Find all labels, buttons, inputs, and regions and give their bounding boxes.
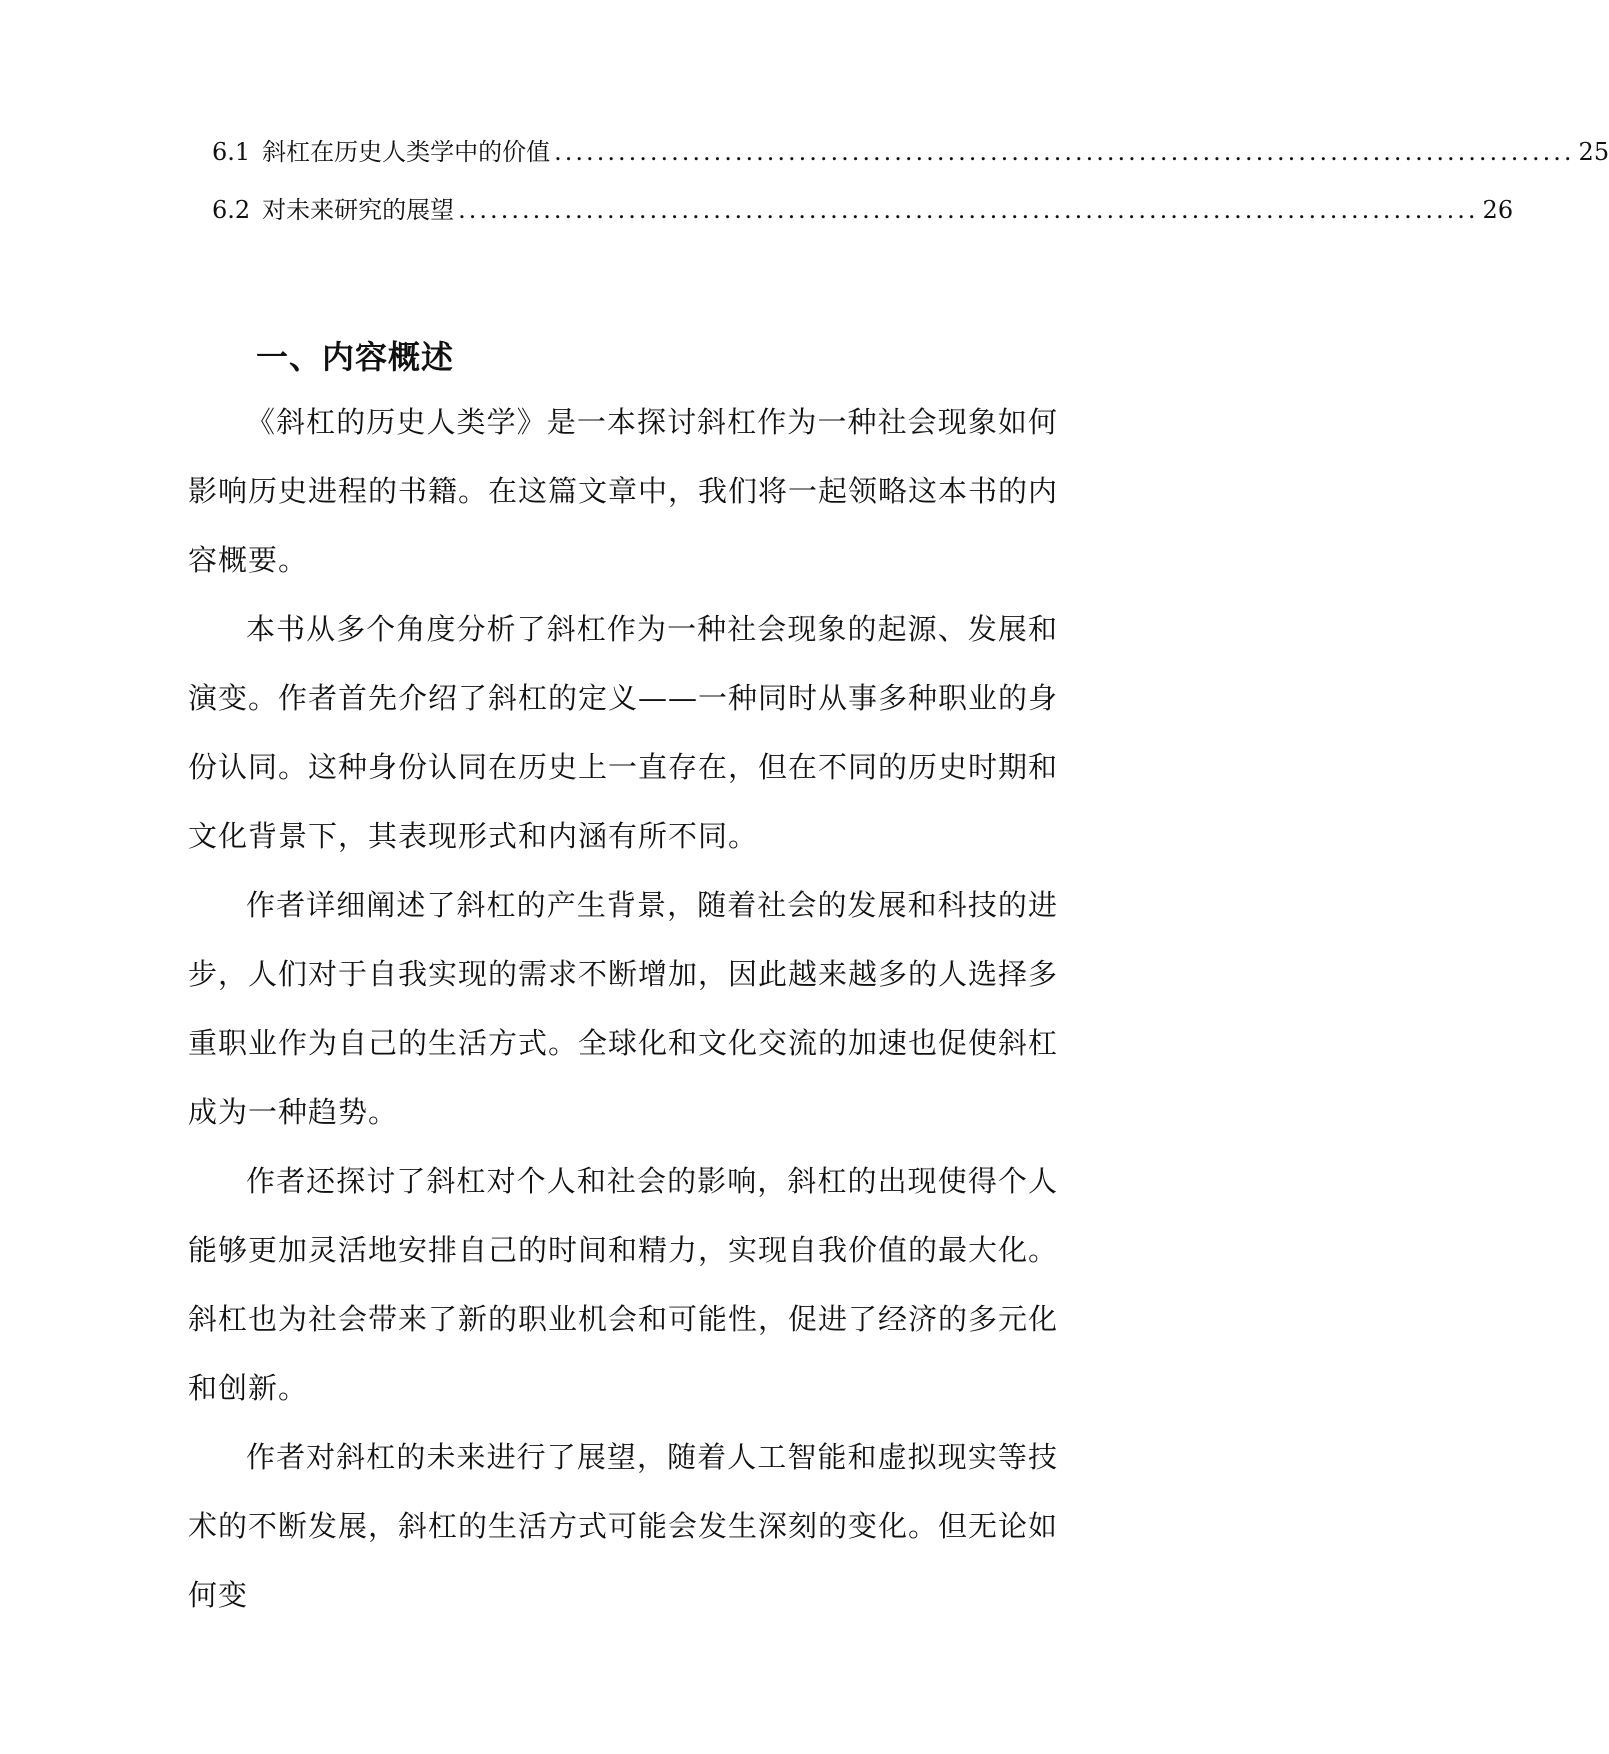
toc-leader-dots: ................................................................................................ (458, 196, 1479, 224)
paragraph: 《斜杠的历史人类学》是一本探讨斜杠作为一种社会现象如何影响历史进程的书籍。在这篇文章中，我们将一起领略这本书的内容概要。 (188, 405, 1059, 577)
paragraph: 作者对斜杠的未来进行了展望，随着人工智能和虚拟现实等技术的不断发展，斜杠的生活方式可能会发生深刻的变化。但无论如何变 (188, 1440, 1059, 1612)
body-text (188, 388, 1058, 1630)
toc-entry-number: 6.2 (212, 196, 251, 224)
toc-entry[interactable] (212, 132, 1609, 172)
section-heading: 一、内容概述 (256, 338, 455, 377)
toc-entry-page: 26 (1482, 196, 1514, 224)
paragraph: 作者还探讨了斜杠对个人和社会的影响，斜杠的出现使得个人能够更加灵活地安排自己的时间和精力，实现自我价值的最大化。斜杠也为社会带来了新的职业机会和可能性，促进了经济的多元化和创新。 (188, 1164, 1059, 1405)
toc-entry-title: 斜杠在历史人类学中的价值 (262, 138, 551, 166)
toc-entry[interactable] (212, 190, 1514, 230)
toc-leader-dots: ................................................................................................ (554, 138, 1575, 166)
paragraph: 本书从多个角度分析了斜杠作为一种社会现象的起源、发展和演变。作者首先介绍了斜杠的定义——一种同时从事多种职业的身份认同。这种身份认同在历史上一直存在，但在不同的历史时期和文化背景下，其表现形式和内涵有所不同。 (188, 612, 1059, 853)
toc-entry-number: 6.1 (212, 138, 251, 166)
paragraph: 作者详细阐述了斜杠的产生背景，随着社会的发展和科技的进步，人们对于自我实现的需求不断增加，因此越来越多的人选择多重职业作为自己的生活方式。全球化和文化交流的加速也促使斜杠成为一种趋势。 (188, 888, 1059, 1129)
toc-entry-title: 对未来研究的展望 (262, 196, 455, 224)
toc-entry-page: 25 (1578, 138, 1609, 166)
